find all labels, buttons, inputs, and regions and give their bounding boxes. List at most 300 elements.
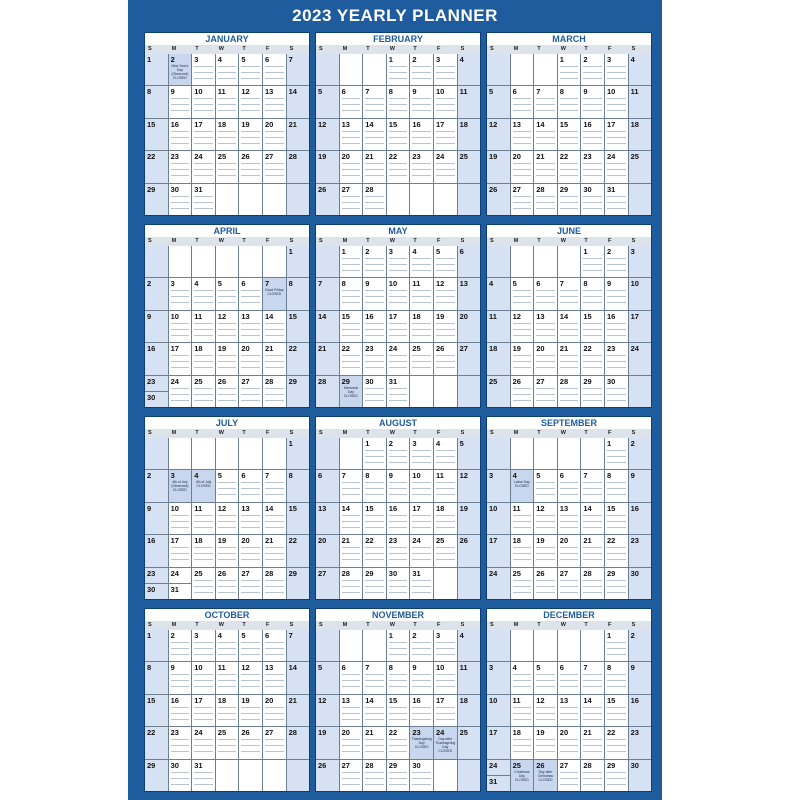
day-cell[interactable] bbox=[169, 662, 193, 694]
day-cell[interactable] bbox=[487, 376, 511, 408]
day-cell[interactable] bbox=[534, 503, 558, 535]
day-cell[interactable] bbox=[192, 727, 216, 759]
day-cell[interactable] bbox=[363, 151, 387, 183]
day-cell[interactable] bbox=[487, 470, 511, 502]
day-cell[interactable] bbox=[458, 695, 481, 727]
day-cell[interactable] bbox=[363, 86, 387, 118]
day-cell[interactable] bbox=[287, 695, 310, 727]
day-cell[interactable] bbox=[605, 630, 629, 662]
day-cell[interactable] bbox=[216, 630, 240, 662]
day-cell[interactable] bbox=[239, 119, 263, 151]
day-cell[interactable] bbox=[581, 503, 605, 535]
day-cell[interactable] bbox=[581, 662, 605, 694]
day-cell[interactable] bbox=[287, 470, 310, 502]
day-cell[interactable] bbox=[558, 311, 582, 343]
day-cell[interactable] bbox=[287, 662, 310, 694]
day-cell[interactable] bbox=[629, 503, 652, 535]
day-cell[interactable] bbox=[534, 119, 558, 151]
day-cell[interactable] bbox=[216, 503, 240, 535]
day-cell[interactable] bbox=[629, 630, 652, 662]
day-cell[interactable] bbox=[458, 184, 481, 216]
day-cell[interactable] bbox=[316, 503, 340, 535]
day-cell[interactable] bbox=[340, 246, 364, 278]
day-cell[interactable] bbox=[629, 151, 652, 183]
day-cell[interactable] bbox=[581, 535, 605, 567]
day-cell[interactable] bbox=[434, 86, 458, 118]
day-cell[interactable] bbox=[434, 54, 458, 86]
day-cell[interactable] bbox=[145, 535, 169, 567]
day-cell[interactable] bbox=[558, 278, 582, 310]
day-cell[interactable] bbox=[340, 86, 364, 118]
day-cell[interactable] bbox=[558, 760, 582, 792]
day-cell[interactable] bbox=[605, 535, 629, 567]
day-cell[interactable] bbox=[169, 278, 193, 310]
day-cell[interactable] bbox=[387, 376, 411, 408]
day-cell[interactable] bbox=[239, 278, 263, 310]
day-cell[interactable] bbox=[239, 151, 263, 183]
day-cell[interactable] bbox=[192, 695, 216, 727]
day-cell[interactable] bbox=[558, 119, 582, 151]
day-cell[interactable] bbox=[487, 246, 511, 278]
day-cell[interactable] bbox=[534, 184, 558, 216]
day-cell[interactable] bbox=[363, 760, 387, 792]
day-cell[interactable] bbox=[558, 727, 582, 759]
day-cell[interactable] bbox=[263, 438, 287, 470]
day-cell[interactable] bbox=[263, 695, 287, 727]
day-cell[interactable] bbox=[458, 376, 481, 408]
day-cell[interactable] bbox=[511, 119, 535, 151]
day-cell[interactable] bbox=[458, 119, 481, 151]
day-cell[interactable] bbox=[263, 343, 287, 375]
day-cell[interactable] bbox=[169, 311, 193, 343]
day-cell[interactable] bbox=[169, 470, 193, 502]
day-cell[interactable] bbox=[169, 246, 193, 278]
day-cell[interactable] bbox=[316, 376, 340, 408]
day-cell[interactable] bbox=[605, 760, 629, 792]
day-cell[interactable] bbox=[534, 246, 558, 278]
day-cell[interactable] bbox=[605, 54, 629, 86]
day-cell[interactable] bbox=[558, 568, 582, 600]
day-cell[interactable] bbox=[558, 246, 582, 278]
day-cell[interactable] bbox=[145, 695, 169, 727]
day-cell[interactable] bbox=[145, 630, 169, 662]
day-cell[interactable] bbox=[434, 119, 458, 151]
day-cell[interactable] bbox=[387, 535, 411, 567]
day-cell[interactable] bbox=[487, 343, 511, 375]
day-cell[interactable] bbox=[169, 568, 193, 600]
day-cell[interactable] bbox=[169, 438, 193, 470]
day-cell[interactable] bbox=[363, 184, 387, 216]
day-cell[interactable] bbox=[487, 438, 511, 470]
day-cell[interactable] bbox=[192, 151, 216, 183]
day-cell[interactable] bbox=[558, 662, 582, 694]
day-cell[interactable] bbox=[340, 376, 364, 408]
day-cell[interactable] bbox=[363, 727, 387, 759]
day-cell[interactable] bbox=[239, 695, 263, 727]
day-cell[interactable] bbox=[192, 184, 216, 216]
day-cell[interactable] bbox=[434, 727, 458, 759]
day-cell[interactable] bbox=[192, 760, 216, 792]
day-cell[interactable] bbox=[145, 311, 169, 343]
day-cell[interactable] bbox=[534, 535, 558, 567]
day-cell[interactable] bbox=[410, 535, 434, 567]
day-cell[interactable] bbox=[511, 662, 535, 694]
day-cell[interactable] bbox=[434, 311, 458, 343]
day-cell[interactable] bbox=[605, 151, 629, 183]
day-cell[interactable] bbox=[316, 438, 340, 470]
day-cell[interactable] bbox=[387, 630, 411, 662]
day-cell[interactable] bbox=[287, 760, 310, 792]
day-cell[interactable] bbox=[511, 727, 535, 759]
day-cell[interactable] bbox=[216, 86, 240, 118]
day-cell[interactable] bbox=[340, 151, 364, 183]
day-cell[interactable] bbox=[192, 119, 216, 151]
day-cell[interactable] bbox=[316, 119, 340, 151]
day-cell[interactable] bbox=[605, 470, 629, 502]
day-cell[interactable] bbox=[340, 503, 364, 535]
day-cell[interactable] bbox=[511, 630, 535, 662]
day-cell[interactable] bbox=[581, 86, 605, 118]
day-cell[interactable] bbox=[410, 760, 434, 792]
day-cell[interactable] bbox=[605, 343, 629, 375]
day-cell[interactable] bbox=[363, 311, 387, 343]
day-cell[interactable] bbox=[558, 503, 582, 535]
day-cell[interactable] bbox=[340, 535, 364, 567]
day-cell[interactable] bbox=[458, 343, 481, 375]
day-cell[interactable] bbox=[434, 376, 458, 408]
day-cell[interactable] bbox=[387, 662, 411, 694]
day-cell[interactable] bbox=[629, 662, 652, 694]
day-cell[interactable] bbox=[434, 695, 458, 727]
day-cell[interactable] bbox=[534, 568, 558, 600]
day-cell[interactable] bbox=[145, 568, 169, 600]
day-cell[interactable] bbox=[216, 568, 240, 600]
day-cell[interactable] bbox=[216, 54, 240, 86]
day-cell[interactable] bbox=[216, 695, 240, 727]
day-cell[interactable] bbox=[287, 151, 310, 183]
day-cell[interactable] bbox=[458, 503, 481, 535]
day-cell[interactable] bbox=[458, 630, 481, 662]
day-cell[interactable] bbox=[605, 503, 629, 535]
day-cell[interactable] bbox=[487, 278, 511, 310]
day-cell[interactable] bbox=[145, 278, 169, 310]
day-cell[interactable] bbox=[316, 662, 340, 694]
day-cell[interactable] bbox=[629, 695, 652, 727]
day-cell[interactable] bbox=[387, 568, 411, 600]
day-cell[interactable] bbox=[340, 311, 364, 343]
day-cell[interactable] bbox=[287, 535, 310, 567]
day-cell[interactable] bbox=[487, 54, 511, 86]
day-cell[interactable] bbox=[316, 246, 340, 278]
day-cell[interactable] bbox=[316, 278, 340, 310]
day-cell[interactable] bbox=[340, 662, 364, 694]
day-cell[interactable] bbox=[410, 568, 434, 600]
day-cell[interactable] bbox=[558, 184, 582, 216]
day-cell[interactable] bbox=[558, 695, 582, 727]
day-cell[interactable] bbox=[487, 695, 511, 727]
day-cell[interactable] bbox=[340, 760, 364, 792]
day-cell[interactable] bbox=[581, 438, 605, 470]
day-cell[interactable] bbox=[263, 311, 287, 343]
day-cell[interactable] bbox=[434, 568, 458, 600]
day-cell[interactable] bbox=[511, 151, 535, 183]
day-cell[interactable] bbox=[387, 246, 411, 278]
day-cell[interactable] bbox=[216, 246, 240, 278]
day-cell[interactable] bbox=[169, 760, 193, 792]
day-cell[interactable] bbox=[410, 695, 434, 727]
day-cell[interactable] bbox=[458, 727, 481, 759]
day-cell[interactable] bbox=[511, 568, 535, 600]
day-cell[interactable] bbox=[487, 311, 511, 343]
day-cell[interactable] bbox=[581, 630, 605, 662]
day-cell[interactable] bbox=[534, 760, 558, 792]
day-cell[interactable] bbox=[263, 470, 287, 502]
day-cell[interactable] bbox=[605, 278, 629, 310]
day-cell[interactable] bbox=[605, 695, 629, 727]
day-cell[interactable] bbox=[434, 630, 458, 662]
day-cell[interactable] bbox=[629, 54, 652, 86]
day-cell[interactable] bbox=[387, 54, 411, 86]
day-cell[interactable] bbox=[363, 376, 387, 408]
day-cell[interactable] bbox=[316, 311, 340, 343]
day-cell[interactable] bbox=[239, 503, 263, 535]
day-cell[interactable] bbox=[434, 246, 458, 278]
day-cell[interactable] bbox=[434, 662, 458, 694]
day-cell[interactable] bbox=[363, 438, 387, 470]
day-cell[interactable] bbox=[511, 246, 535, 278]
day-cell[interactable] bbox=[558, 630, 582, 662]
day-cell[interactable] bbox=[316, 151, 340, 183]
day-cell[interactable] bbox=[458, 54, 481, 86]
day-cell[interactable] bbox=[287, 119, 310, 151]
day-cell[interactable] bbox=[340, 630, 364, 662]
day-cell[interactable] bbox=[263, 630, 287, 662]
day-cell[interactable] bbox=[487, 503, 511, 535]
day-cell[interactable] bbox=[410, 662, 434, 694]
day-cell[interactable] bbox=[192, 503, 216, 535]
day-cell[interactable] bbox=[169, 54, 193, 86]
day-cell[interactable] bbox=[434, 438, 458, 470]
day-cell[interactable] bbox=[216, 151, 240, 183]
day-cell[interactable] bbox=[145, 54, 169, 86]
day-cell[interactable] bbox=[263, 376, 287, 408]
day-cell[interactable] bbox=[363, 630, 387, 662]
day-cell[interactable] bbox=[169, 535, 193, 567]
day-cell[interactable] bbox=[263, 727, 287, 759]
day-cell[interactable] bbox=[558, 86, 582, 118]
day-cell[interactable] bbox=[605, 438, 629, 470]
day-cell[interactable] bbox=[534, 470, 558, 502]
day-cell[interactable] bbox=[169, 343, 193, 375]
day-cell[interactable] bbox=[629, 311, 652, 343]
day-cell[interactable] bbox=[458, 470, 481, 502]
day-cell[interactable] bbox=[511, 54, 535, 86]
day-cell[interactable] bbox=[581, 343, 605, 375]
day-cell[interactable] bbox=[487, 662, 511, 694]
day-cell[interactable] bbox=[410, 54, 434, 86]
day-cell[interactable] bbox=[511, 311, 535, 343]
day-cell[interactable] bbox=[534, 438, 558, 470]
day-cell[interactable] bbox=[363, 246, 387, 278]
day-cell[interactable] bbox=[387, 278, 411, 310]
day-cell[interactable] bbox=[340, 470, 364, 502]
day-cell[interactable] bbox=[458, 246, 481, 278]
day-cell[interactable] bbox=[287, 184, 310, 216]
day-cell[interactable] bbox=[487, 630, 511, 662]
day-cell[interactable] bbox=[145, 119, 169, 151]
day-cell[interactable] bbox=[145, 246, 169, 278]
day-cell[interactable] bbox=[192, 470, 216, 502]
day-cell[interactable] bbox=[558, 151, 582, 183]
day-cell[interactable] bbox=[192, 438, 216, 470]
day-cell[interactable] bbox=[363, 343, 387, 375]
day-cell[interactable] bbox=[487, 119, 511, 151]
day-cell[interactable] bbox=[363, 503, 387, 535]
day-cell[interactable] bbox=[487, 151, 511, 183]
day-cell[interactable] bbox=[263, 662, 287, 694]
day-cell[interactable] bbox=[340, 54, 364, 86]
day-cell[interactable] bbox=[487, 760, 511, 792]
day-cell[interactable] bbox=[605, 376, 629, 408]
day-cell[interactable] bbox=[458, 535, 481, 567]
day-cell[interactable] bbox=[487, 535, 511, 567]
day-cell[interactable] bbox=[239, 760, 263, 792]
day-cell[interactable] bbox=[145, 151, 169, 183]
day-cell[interactable] bbox=[145, 438, 169, 470]
day-cell[interactable] bbox=[387, 727, 411, 759]
day-cell[interactable] bbox=[434, 535, 458, 567]
day-cell[interactable] bbox=[169, 86, 193, 118]
day-cell[interactable] bbox=[145, 503, 169, 535]
day-cell[interactable] bbox=[216, 470, 240, 502]
day-cell[interactable] bbox=[558, 438, 582, 470]
day-cell[interactable] bbox=[387, 438, 411, 470]
day-cell[interactable] bbox=[581, 151, 605, 183]
day-cell[interactable] bbox=[458, 760, 481, 792]
day-cell[interactable] bbox=[316, 630, 340, 662]
day-cell[interactable] bbox=[239, 662, 263, 694]
day-cell[interactable] bbox=[410, 311, 434, 343]
day-cell[interactable] bbox=[605, 246, 629, 278]
day-cell[interactable] bbox=[287, 278, 310, 310]
day-cell[interactable] bbox=[434, 343, 458, 375]
day-cell[interactable] bbox=[534, 54, 558, 86]
day-cell[interactable] bbox=[340, 727, 364, 759]
day-cell[interactable] bbox=[316, 760, 340, 792]
day-cell[interactable] bbox=[487, 86, 511, 118]
day-cell[interactable] bbox=[216, 760, 240, 792]
day-cell[interactable] bbox=[605, 727, 629, 759]
day-cell[interactable] bbox=[287, 438, 310, 470]
day-cell[interactable] bbox=[511, 376, 535, 408]
day-cell[interactable] bbox=[458, 662, 481, 694]
day-cell[interactable] bbox=[169, 503, 193, 535]
day-cell[interactable] bbox=[216, 438, 240, 470]
day-cell[interactable] bbox=[263, 535, 287, 567]
day-cell[interactable] bbox=[629, 568, 652, 600]
day-cell[interactable] bbox=[145, 86, 169, 118]
day-cell[interactable] bbox=[239, 630, 263, 662]
day-cell[interactable] bbox=[511, 503, 535, 535]
day-cell[interactable] bbox=[287, 727, 310, 759]
day-cell[interactable] bbox=[511, 343, 535, 375]
day-cell[interactable] bbox=[363, 535, 387, 567]
day-cell[interactable] bbox=[145, 343, 169, 375]
day-cell[interactable] bbox=[410, 86, 434, 118]
day-cell[interactable] bbox=[629, 246, 652, 278]
day-cell[interactable] bbox=[239, 343, 263, 375]
day-cell[interactable] bbox=[363, 662, 387, 694]
day-cell[interactable] bbox=[581, 568, 605, 600]
day-cell[interactable] bbox=[363, 568, 387, 600]
day-cell[interactable] bbox=[216, 278, 240, 310]
day-cell[interactable] bbox=[605, 86, 629, 118]
day-cell[interactable] bbox=[216, 727, 240, 759]
day-cell[interactable] bbox=[629, 727, 652, 759]
day-cell[interactable] bbox=[434, 503, 458, 535]
day-cell[interactable] bbox=[511, 438, 535, 470]
day-cell[interactable] bbox=[192, 343, 216, 375]
day-cell[interactable] bbox=[192, 246, 216, 278]
day-cell[interactable] bbox=[534, 662, 558, 694]
day-cell[interactable] bbox=[239, 727, 263, 759]
day-cell[interactable] bbox=[410, 438, 434, 470]
day-cell[interactable] bbox=[239, 535, 263, 567]
day-cell[interactable] bbox=[581, 376, 605, 408]
day-cell[interactable] bbox=[534, 630, 558, 662]
day-cell[interactable] bbox=[287, 54, 310, 86]
day-cell[interactable] bbox=[511, 695, 535, 727]
day-cell[interactable] bbox=[216, 376, 240, 408]
day-cell[interactable] bbox=[192, 568, 216, 600]
day-cell[interactable] bbox=[239, 311, 263, 343]
day-cell[interactable] bbox=[169, 727, 193, 759]
day-cell[interactable] bbox=[558, 376, 582, 408]
day-cell[interactable] bbox=[263, 151, 287, 183]
day-cell[interactable] bbox=[581, 760, 605, 792]
day-cell[interactable] bbox=[239, 184, 263, 216]
day-cell[interactable] bbox=[458, 438, 481, 470]
day-cell[interactable] bbox=[434, 760, 458, 792]
day-cell[interactable] bbox=[534, 343, 558, 375]
day-cell[interactable] bbox=[410, 343, 434, 375]
day-cell[interactable] bbox=[581, 470, 605, 502]
day-cell[interactable] bbox=[340, 119, 364, 151]
day-cell[interactable] bbox=[239, 376, 263, 408]
day-cell[interactable] bbox=[192, 630, 216, 662]
day-cell[interactable] bbox=[410, 278, 434, 310]
day-cell[interactable] bbox=[410, 727, 434, 759]
day-cell[interactable] bbox=[239, 568, 263, 600]
day-cell[interactable] bbox=[581, 54, 605, 86]
day-cell[interactable] bbox=[316, 470, 340, 502]
day-cell[interactable] bbox=[534, 278, 558, 310]
day-cell[interactable] bbox=[145, 662, 169, 694]
day-cell[interactable] bbox=[340, 278, 364, 310]
day-cell[interactable] bbox=[387, 311, 411, 343]
day-cell[interactable] bbox=[629, 343, 652, 375]
day-cell[interactable] bbox=[605, 568, 629, 600]
day-cell[interactable] bbox=[511, 470, 535, 502]
day-cell[interactable] bbox=[169, 695, 193, 727]
day-cell[interactable] bbox=[287, 568, 310, 600]
day-cell[interactable] bbox=[239, 54, 263, 86]
day-cell[interactable] bbox=[605, 662, 629, 694]
day-cell[interactable] bbox=[511, 278, 535, 310]
day-cell[interactable] bbox=[534, 151, 558, 183]
day-cell[interactable] bbox=[434, 470, 458, 502]
day-cell[interactable] bbox=[410, 503, 434, 535]
